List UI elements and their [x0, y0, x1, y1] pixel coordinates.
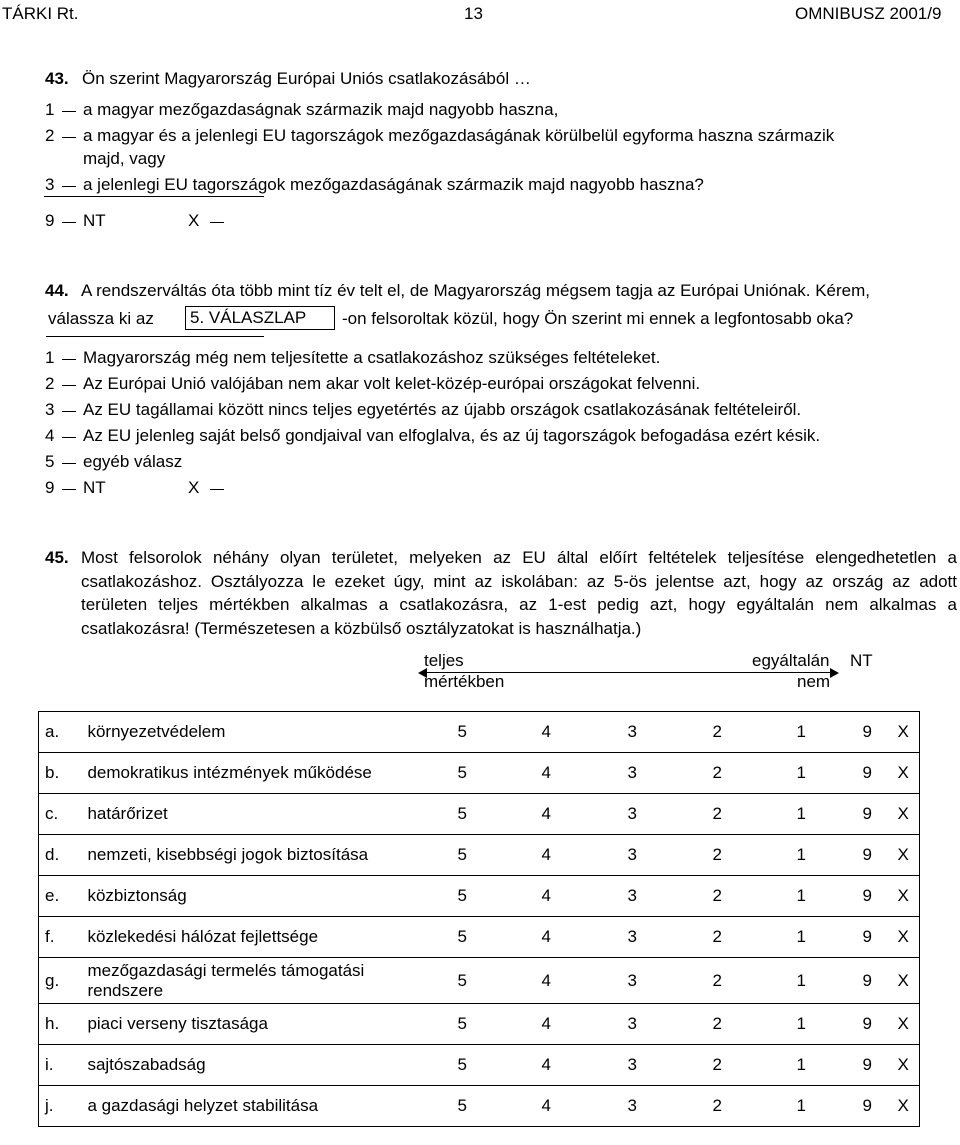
row-cell: [81, 876, 919, 917]
table-row: [39, 876, 920, 917]
row-label: közbiztonság: [87, 886, 187, 905]
row-cell: [81, 917, 919, 958]
scale-option[interactable]: 4: [541, 927, 551, 946]
scale-option[interactable]: 2: [712, 845, 722, 864]
scale-option[interactable]: 4: [541, 1014, 551, 1033]
scale-option[interactable]: X: [897, 927, 909, 946]
scale-option[interactable]: 9: [862, 804, 872, 823]
answer-code: 2: [45, 374, 55, 393]
scale-option[interactable]: 4: [541, 845, 551, 864]
scale-option[interactable]: 9: [862, 970, 872, 990]
table-row: [39, 1045, 920, 1086]
answer-code: 1: [45, 348, 55, 367]
scale-option[interactable]: 1: [796, 970, 806, 990]
row-label: határőrizet: [87, 804, 168, 823]
row-label: piaci verseny tisztasága: [87, 1014, 268, 1033]
row-cell: [81, 753, 919, 794]
scale-option[interactable]: 5: [457, 845, 467, 864]
row-letter: d.: [39, 835, 82, 876]
scale-option[interactable]: 2: [712, 804, 722, 823]
scale-option[interactable]: 1: [796, 1096, 806, 1115]
answer-code: 5: [45, 452, 55, 471]
table-row: [39, 835, 920, 876]
header-left: TÁRKI Rt.: [2, 4, 79, 23]
scale-option[interactable]: X: [897, 722, 909, 741]
question-number: 43.: [45, 69, 69, 88]
scale-option[interactable]: 3: [627, 970, 637, 990]
row-cell: [81, 1004, 919, 1045]
scale-option[interactable]: 1: [796, 1055, 806, 1074]
arrow-right-icon: [830, 668, 839, 678]
scale-option[interactable]: 3: [627, 1055, 637, 1074]
scale-option[interactable]: 3: [627, 722, 637, 741]
scale-nt: NT: [850, 651, 873, 670]
dash: [62, 463, 76, 464]
answer-text: Az Európai Unió valójában nem akar volt kelet-közép-európai országokat felvenni.: [83, 374, 701, 393]
header-right: OMNIBUSZ 2001/9: [795, 4, 942, 23]
answer-code: 4: [45, 426, 55, 445]
answer-text: NT: [83, 478, 106, 497]
scale-option[interactable]: 9: [862, 1055, 872, 1074]
scale-option[interactable]: 9: [862, 886, 872, 905]
nt-code: 9: [45, 211, 55, 230]
scale-option[interactable]: 2: [712, 722, 722, 741]
row-letter: i.: [39, 1045, 82, 1086]
row-label: demokratikus intézmények működése: [87, 763, 372, 782]
answer-card-box: 5. VÁLASZLAP: [185, 306, 335, 330]
dash: [62, 489, 76, 490]
question-text: -on felsoroltak közül, hogy Ön szerint mi ennek a legfontosabb oka?: [342, 309, 854, 328]
answer-text: Az EU tagállamai között nincs teljes egyetértés az újabb országok csatlakozásának feltételeiről.: [83, 400, 802, 419]
scale-option[interactable]: X: [897, 1096, 909, 1115]
row-label: környezetvédelem: [87, 722, 226, 741]
scale-option[interactable]: X: [897, 845, 909, 864]
separator-line: [46, 336, 264, 337]
scale-option[interactable]: 1: [796, 722, 806, 741]
dash: [62, 111, 76, 112]
scale-right-top: egyáltalán: [752, 651, 830, 670]
table-row: [39, 712, 920, 753]
row-cell: [81, 1045, 919, 1086]
scale-option[interactable]: 3: [627, 886, 637, 905]
dash: [62, 186, 76, 187]
answer-text-continued: majd, vagy: [83, 149, 166, 168]
answer-code: 3: [45, 400, 55, 419]
scale-arrow-line: [425, 672, 831, 673]
question-text: A rendszerváltás óta több mint tíz év telt el, de Magyarország mégsem tagja az Európai Uniónak. Kérem,: [81, 281, 870, 300]
scale-option[interactable]: 1: [796, 763, 806, 782]
row-label: nemzeti, kisebbségi jogok biztosítása: [87, 845, 369, 864]
scale-option[interactable]: 4: [541, 722, 551, 741]
row-cell: [81, 712, 919, 753]
row-letter: g.: [39, 958, 82, 1004]
scale-option[interactable]: 3: [627, 804, 637, 823]
scale-option[interactable]: 4: [541, 804, 551, 823]
row-label: mezőgazdasági termelés támogatási rendszere: [87, 960, 365, 1000]
question-text: Most felsorolok néhány olyan területet, melyeken az EU által előírt feltételek teljesítése elengedhetetlen a csatlakozáshoz. Osztályozza le ezeket úgy, mint az iskolában: az 5-ös jelentse azt, hogy az ország az adott területen teljes mértékben alkalmas a csatlakozásra, az 1-est pedig azt, hogy egyáltalán nem alkalmas a csatlakozásra! (Természetesen a közbülső osztályzatokat is használhatja.): [81, 548, 957, 638]
scale-option[interactable]: 1: [796, 845, 806, 864]
dash: [62, 437, 76, 438]
table-row: [39, 1004, 920, 1045]
answer-code: 1: [45, 100, 55, 119]
scale-option[interactable]: X: [897, 1055, 909, 1074]
table-row: [39, 794, 920, 835]
answer-code: 2: [45, 126, 55, 145]
row-letter: h.: [39, 1004, 82, 1045]
scale-option[interactable]: 1: [796, 927, 806, 946]
dash: [62, 222, 76, 223]
table-row: [39, 958, 920, 1004]
scale-option[interactable]: 5: [457, 927, 467, 946]
row-letter: b.: [39, 753, 82, 794]
scale-option[interactable]: 5: [457, 970, 467, 990]
row-label: a gazdasági helyzet stabilitása: [87, 1096, 319, 1115]
scale-option[interactable]: X: [897, 1014, 909, 1033]
scale-option[interactable]: 5: [457, 763, 467, 782]
question-number: 44.: [45, 281, 69, 300]
row-cell: [81, 958, 919, 1004]
answer-code: 3: [45, 175, 55, 194]
row-label: sajtószabadság: [87, 1055, 206, 1074]
scale-option[interactable]: 9: [862, 1096, 872, 1115]
scale-option[interactable]: 1: [796, 1014, 806, 1033]
scale-option[interactable]: 2: [712, 1055, 722, 1074]
scale-option[interactable]: 3: [627, 1014, 637, 1033]
scale-option[interactable]: 2: [712, 927, 722, 946]
table-row: [39, 753, 920, 794]
scale-option[interactable]: 3: [627, 927, 637, 946]
answer-text: Magyarország még nem teljesítette a csatlakozáshoz szükséges feltételeket.: [83, 348, 661, 367]
scale-option[interactable]: 2: [712, 763, 722, 782]
scale-option[interactable]: 5: [457, 1096, 467, 1115]
answer-text: a jelenlegi EU tagországok mezőgazdaságának származik majd nagyobb haszna?: [83, 175, 704, 194]
row-cell: [81, 835, 919, 876]
scale-left-top: teljes: [424, 651, 464, 670]
dash: [62, 385, 76, 386]
scale-option[interactable]: 2: [712, 1014, 722, 1033]
table-row: [39, 1086, 920, 1127]
scale-option[interactable]: 4: [541, 970, 551, 990]
row-letter: f.: [39, 917, 82, 958]
answer-text: egyéb válasz: [83, 452, 183, 471]
scale-right-bottom: nem: [797, 672, 831, 691]
scale-option[interactable]: 2: [712, 1096, 722, 1115]
scale-option[interactable]: 1: [796, 886, 806, 905]
scale-option[interactable]: 3: [627, 845, 637, 864]
dash: [62, 411, 76, 412]
rating-table: [38, 711, 920, 1127]
scale-left-bottom: mértékben: [424, 672, 505, 691]
answer-text: a magyar és a jelenlegi EU tagországok mezőgazdaságának körülbelül egyforma haszna származik: [83, 126, 835, 145]
x-label: X: [188, 478, 200, 497]
answer-text: a magyar mezőgazdaságnak származik majd nagyobb haszna,: [83, 100, 559, 119]
page-number: 13: [464, 4, 483, 23]
row-letter: e.: [39, 876, 82, 917]
scale-option[interactable]: 4: [541, 886, 551, 905]
question-text: Ön szerint Magyarország Európai Uniós csatlakozásából …: [82, 69, 531, 88]
scale-option[interactable]: 3: [627, 1096, 637, 1115]
scale-option[interactable]: 9: [862, 927, 872, 946]
scale-option[interactable]: 5: [457, 1014, 467, 1033]
row-letter: c.: [39, 794, 82, 835]
row-letter: a.: [39, 712, 82, 753]
scale-option[interactable]: X: [897, 886, 909, 905]
answer-code: 9: [45, 478, 55, 497]
separator-line: [44, 196, 264, 197]
x-label: X: [188, 211, 200, 230]
scale-option[interactable]: 4: [541, 1055, 551, 1074]
scale-option[interactable]: 5: [457, 804, 467, 823]
scale-option[interactable]: 1: [796, 804, 806, 823]
scale-option[interactable]: 4: [541, 1096, 551, 1115]
scale-option[interactable]: X: [897, 804, 909, 823]
scale-option[interactable]: X: [897, 763, 909, 782]
scale-option[interactable]: 4: [541, 763, 551, 782]
scale-option[interactable]: 2: [712, 886, 722, 905]
scale-option[interactable]: 5: [457, 1055, 467, 1074]
row-label: közlekedési hálózat fejlettsége: [87, 927, 319, 946]
table-row: [39, 917, 920, 958]
row-cell: [81, 1086, 919, 1127]
scale-option[interactable]: 5: [457, 722, 467, 741]
arrow-left-icon: [418, 668, 427, 678]
answer-text: Az EU jelenleg saját belső gondjaival van elfoglalva, és az új tagországok befogadása ezért késik.: [83, 426, 821, 445]
dash: [210, 489, 224, 490]
scale-option[interactable]: 9: [862, 845, 872, 864]
scale-option[interactable]: 9: [862, 722, 872, 741]
dash: [62, 359, 76, 360]
row-letter: j.: [39, 1086, 82, 1127]
scale-option[interactable]: 5: [457, 886, 467, 905]
question-text: válassza ki az: [48, 309, 154, 328]
scale-option[interactable]: 9: [862, 763, 872, 782]
scale-option[interactable]: 3: [627, 763, 637, 782]
question-number: 45.: [45, 548, 69, 567]
scale-option[interactable]: 2: [712, 970, 722, 990]
nt-label: NT: [83, 211, 106, 230]
dash: [210, 222, 224, 223]
row-cell: [81, 794, 919, 835]
scale-option[interactable]: 9: [862, 1014, 872, 1033]
question-45: [45, 546, 957, 640]
scale-option[interactable]: X: [897, 970, 909, 990]
dash: [62, 137, 76, 138]
